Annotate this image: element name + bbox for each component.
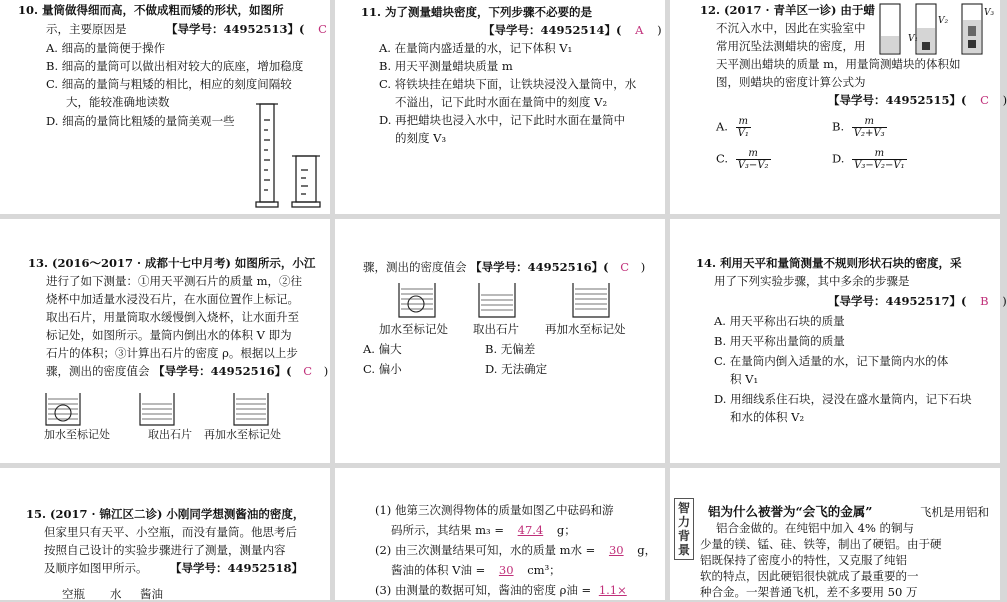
q13-line7 — [46, 363, 328, 379]
question-11-panel — [335, 0, 665, 214]
q14-option-c1: C. 在量筒内倒入适量的水，记下量筒内水的体 — [714, 354, 949, 368]
wax-block — [968, 26, 976, 36]
q10-line2: 示，主要原因是 — [46, 22, 127, 36]
question-12-panel — [670, 0, 1007, 214]
question-10-panel — [0, 0, 330, 214]
question-15-continued-panel — [335, 468, 665, 600]
q13c-line1-text: 骤，测出的密度值会 — [363, 260, 467, 274]
reading-line6: 种合金。一架普通飞机，差不多要用 50 万 — [700, 585, 918, 599]
q15c-line1b — [391, 522, 576, 538]
q12-b-label: B. — [832, 119, 845, 134]
q12-b-numerator: m — [864, 116, 874, 127]
iron-block — [922, 42, 930, 50]
q15-caption-1: 空瓶 — [62, 587, 85, 601]
q13c-caption-3: 再加水至标记处 — [545, 322, 626, 336]
reading-panel — [670, 468, 1000, 600]
cylinders-figure — [252, 100, 327, 212]
q13c-beakers-figure — [395, 281, 645, 321]
q11-ref-number: 【导学号：44952514】( — [483, 23, 622, 37]
q13-line4: 取出石片，用量筒取水缓慢倒入烧杯，让水面升至 — [46, 310, 299, 324]
q15c-water-label: (2) 由三次测量结果可知，水的质量 m水 = — [375, 543, 596, 557]
q13-caption-1: 加水至标记处 — [44, 428, 110, 441]
reading-line1: 飞机是用铝和 — [920, 505, 989, 519]
q13-caption-2: 取出石片 — [148, 428, 192, 441]
q12-option-b — [832, 116, 887, 139]
q15-ref-number: 【导学号：44952518】 — [170, 561, 304, 575]
q12-c-numerator: m — [748, 148, 758, 159]
q11-option-c2: 不溢出，记下此时水面在量筒中的刻度 V₂ — [395, 95, 608, 109]
q13-caption-3: 再加水至标记处 — [204, 428, 281, 441]
q13-line1: 13. (2016～2017 · 成都十七中月考) 如图所示，小江 — [28, 256, 316, 270]
q14-ref — [828, 293, 1007, 309]
q11-option-c1: C. 将铁块挂在蜡块下面，让铁块浸没入量筒中，水 — [379, 77, 637, 91]
q12-line5: 图，则蜡块的密度计算公式为 — [716, 75, 866, 89]
q12-a-numerator: m — [738, 116, 748, 127]
q15c-volume-value: 30 — [498, 563, 514, 577]
q11-answer: A — [635, 23, 644, 37]
q15-line1: 15. (2017 · 锦江区二诊) 小刚同学想测酱油的密度， — [26, 507, 305, 521]
q15c-density-label: (3) 由测量的数据可知，酱油的密度 ρ油 = — [375, 583, 592, 597]
q14-option-d1: D. 用细线系住石块，浸没在盛水量筒内，记下石块 — [714, 392, 972, 406]
q13c-ref-number: 【导学号：44952516】( — [470, 260, 609, 274]
q13c-caption-1: 加水至标记处 — [379, 322, 448, 336]
q12-label-v3: V₃ — [984, 8, 995, 18]
q15c-line2b — [391, 562, 561, 578]
q12-line4: 天平测出蜡块的质量 m，用量筒测蜡块的体积如 — [716, 57, 961, 71]
q15c-m3-unit: g； — [556, 523, 576, 537]
q15c-line3 — [375, 582, 631, 598]
q12-d-numerator: m — [874, 148, 885, 159]
q12-c-label: C. — [716, 151, 729, 166]
q12-option-d — [832, 148, 907, 171]
q12-label-v1: V₁ — [908, 34, 919, 44]
q14-line1: 14. 利用天平和量筒测量不规则形状石块的密度，采 — [696, 256, 962, 270]
q15c-water-value: 30 — [608, 543, 624, 557]
q11-option-b: B. 用天平测量蜡块质量 m — [379, 59, 513, 73]
q14-answer: B — [980, 294, 989, 308]
q11-option-d2: 的刻度 V₃ — [395, 131, 447, 145]
q15-caption-3: 酱油 — [140, 587, 163, 601]
q12-c-denominator: V₃−V₂ — [737, 160, 769, 171]
q12-option-c — [716, 148, 771, 171]
q12-line1: 12. (2017 · 青羊区一诊) 由于蜡 — [700, 3, 875, 17]
q12-d-label: D. — [832, 151, 845, 166]
q12-c-fraction — [736, 148, 771, 171]
q12-d-denominator: V₃−V₂−V₁ — [854, 160, 905, 171]
three-cylinders-figure — [878, 2, 1000, 56]
q12-answer: C — [980, 93, 989, 107]
question-15-panel — [0, 468, 330, 600]
q13-beakers-figure — [40, 391, 280, 427]
q12-b-fraction — [852, 116, 887, 139]
q14-ref-number: 【导学号：44952517】( — [828, 294, 967, 308]
reading-line5: 软的特点，因此硬铝很快就成了最重要的一 — [700, 569, 919, 583]
q10-option-c2: 大，能较准确地读数 — [66, 95, 170, 109]
q15c-volume-label: 酱油的体积 V油 = — [391, 563, 486, 577]
q14-option-a: A. 用天平称出石块的质量 — [714, 314, 845, 328]
reading-title: 铝为什么被誉为“会飞的金属” — [708, 504, 873, 519]
q12-ref-number: 【导学号：44952515】( — [828, 93, 967, 107]
q11-close: ) — [657, 23, 662, 37]
q13c-option-c: C. 偏小 — [363, 362, 402, 376]
q10-ref-number: 【导学号：44952513】( — [166, 22, 305, 36]
q12-close: ) — [1002, 93, 1007, 107]
q10-answer: C — [318, 22, 327, 36]
q13-line7-text: 骤，测出的密度值会 — [46, 364, 150, 378]
q13-line5: 标记处，如图所示。量筒内倒出水的体积 V 即为 — [46, 328, 292, 342]
q12-line2: 不沉入水中，因此在实验室中 — [716, 21, 866, 35]
q15-line2: 但家里只有天平、小空瓶，而没有量筒。他思考后 — [44, 525, 297, 539]
q10-option-a: A. 细高的量筒便于操作 — [46, 41, 166, 55]
q13c-option-b: B. 无偏差 — [485, 342, 536, 356]
q12-line3: 常用沉坠法测蜡块的密度，用 — [716, 39, 866, 53]
q13c-option-d: D. 无法确定 — [485, 362, 548, 376]
q12-a-label: A. — [716, 119, 728, 134]
q13-line2: 进行了如下测量：①用天平测石片的质量 m，②往 — [46, 274, 303, 288]
q15c-density-value: 1.1× — [598, 583, 627, 597]
q15c-line2a — [375, 542, 656, 558]
q14-line2: 用了下列实验步骤，其中多余的步骤是 — [714, 274, 910, 288]
q14-option-d2: 和水的体积 V₂ — [730, 410, 805, 424]
q15-line3: 按照自己设计的实验步骤进行了测量，测量内容 — [44, 543, 286, 557]
question-13-panel — [0, 219, 330, 463]
q13-ref-number: 【导学号：44952516】( — [153, 364, 292, 378]
q15c-water-unit: g， — [637, 543, 657, 557]
q12-b-denominator: V₂+V₃ — [853, 128, 885, 139]
q14-option-c2: 积 V₁ — [730, 372, 759, 386]
beaker-3 — [573, 283, 609, 317]
q13-close: ) — [323, 364, 329, 378]
question-13-continued-panel — [335, 219, 665, 463]
q15c-m3-value: 47.4 — [517, 523, 544, 537]
q13c-option-a: A. 偏大 — [363, 342, 402, 356]
iron-block-2 — [968, 40, 976, 48]
q11-ref — [483, 22, 662, 38]
q12-a-denominator: V₁ — [737, 128, 749, 139]
question-14-panel — [670, 219, 1007, 463]
q11-option-a: A. 在量筒内盛适量的水，记下体积 V₁ — [379, 41, 573, 55]
short-cylinder — [292, 156, 320, 207]
q11-line1: 11. 为了测量蜡块密度，下列步骤不必要的是 — [361, 5, 593, 19]
q13c-line1 — [363, 259, 645, 275]
q12-option-a — [716, 116, 751, 139]
q15-caption-2: 水 — [110, 587, 122, 601]
q15c-m3-label: 码所示，其结果 m₃ = — [391, 523, 504, 537]
q15c-volume-unit: cm³； — [527, 563, 561, 577]
q13-answer: C — [303, 364, 313, 378]
q13-line3: 烧杯中加适量水浸没石片，在水面位置作上标记。 — [46, 292, 299, 306]
q12-label-v2: V₂ — [938, 16, 949, 26]
q10-option-b: B. 细高的量筒可以做出相对较大的底座，增加稳度 — [46, 59, 304, 73]
q12-d-fraction — [852, 148, 906, 171]
q10-ref — [166, 21, 345, 37]
q15-line4: 及顺序如图甲所示。 — [44, 561, 148, 575]
q10-option-c1: C. 细高的量筒与粗矮的相比，相应的刻度间隔较 — [46, 77, 292, 91]
q13c-answer: C — [620, 260, 630, 274]
q14-option-b: B. 用天平称出量筒的质量 — [714, 334, 845, 348]
q14-close: ) — [1002, 294, 1007, 308]
q15c-line1a: (1) 他第三次测得物体的质量如图乙中砝码和游 — [375, 503, 614, 517]
q12-ref — [828, 92, 1007, 108]
q13c-caption-2: 取出石片 — [473, 322, 519, 336]
reading-side-label: 智力背景 — [674, 498, 694, 560]
q10-line1: 10. 量筒做得细而高，不做成粗而矮的形状，如图所 — [18, 3, 284, 17]
q11-option-d1: D. 再把蜡块也浸入水中，记下此时水面在量筒中 — [379, 113, 626, 127]
q13c-close: ) — [640, 260, 646, 274]
q13-line6: 石片的体积；③计算出石片的密度 ρ。根据以上步 — [46, 346, 298, 360]
tall-cylinder — [256, 104, 278, 207]
q12-a-fraction — [736, 116, 751, 139]
reading-line3: 少量的镁、锰、硅、铁等，制出了硬铝。由于硬 — [700, 537, 942, 551]
reading-line4: 铝既保持了密度小的特性，又克服了纯铝 — [700, 553, 907, 567]
reading-line2: 铝合金做的。在纯铝中加入 4% 的铜与 — [716, 521, 915, 535]
q10-option-d: D. 细高的量筒比粗矮的量筒美观一些 — [46, 114, 235, 128]
